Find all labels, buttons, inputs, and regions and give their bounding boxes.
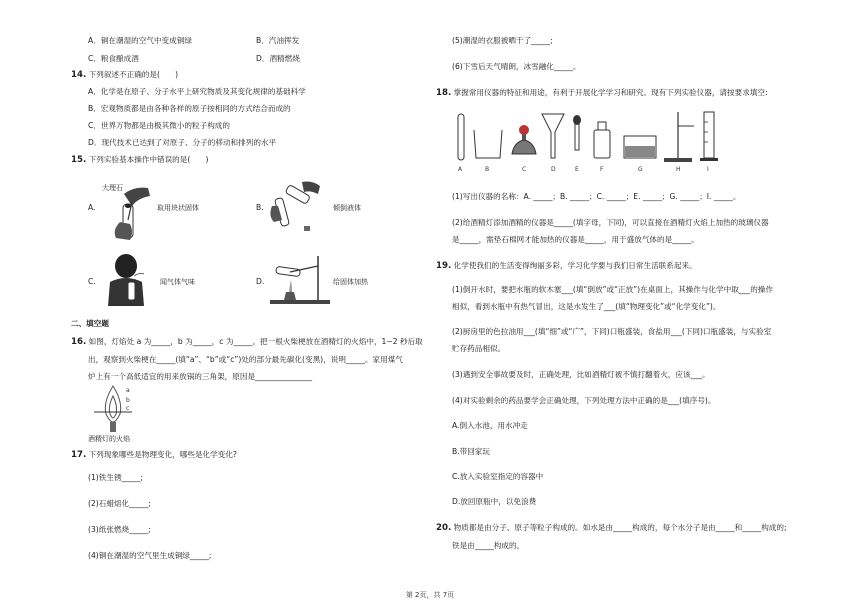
q15-question bbox=[71, 155, 209, 165]
page-footer: 第 2页，共 7页 bbox=[405, 591, 455, 599]
q13-option-d: D．酒精燃烧 bbox=[256, 54, 300, 63]
q15-stem: 下列实验基本操作中错误的是( ) bbox=[88, 155, 209, 164]
q19-number: 19. bbox=[436, 261, 452, 271]
q14-option-d: D．现代技术已达到了对原子、分子的移动和排列的水平 bbox=[88, 138, 277, 147]
instrument-letter: F bbox=[600, 166, 604, 173]
q19-part-1a: (1)倒开水时，要把水瓶的软木塞___(填“倒放”或“正放”)在桌面上，其操作与化学中取___的操作 bbox=[452, 285, 773, 294]
q19-part-3: (3)遇到安全事故要及时，正确处理，比如酒精灯被不慎打翻着火，应该___。 bbox=[452, 370, 710, 379]
instrument-letter: B bbox=[485, 166, 490, 173]
q18-question bbox=[436, 88, 768, 98]
q19-part-1b: 相似，看到水瓶中有热气冒出，这是水发生了___(填“物理变化”或“化学变化”)。 bbox=[452, 302, 721, 311]
label-a: a bbox=[126, 387, 130, 394]
q19-option-b: B.带回家玩 bbox=[452, 447, 490, 456]
q14-option-a: A．化学是在原子、分子水平上研究物质及其变化规律的基础科学 bbox=[88, 87, 306, 96]
q17-item-3: (3)纸张燃烧_____; bbox=[88, 525, 151, 534]
q18-part-2a: (2)给酒精灯添加酒精的仪器是_____(填字母，下同)，可以直接在酒精灯火焰上加热的玻璃仪器 bbox=[452, 218, 769, 227]
instrument-letter: A bbox=[458, 166, 463, 173]
instrument-letter: H bbox=[676, 166, 681, 173]
q17-question bbox=[71, 450, 237, 460]
q16-figure-caption: 酒精灯的火焰 bbox=[88, 435, 130, 443]
q15-a-image-text: 大理石 bbox=[102, 184, 123, 192]
q13-option-b: B．汽油挥发 bbox=[256, 36, 300, 45]
q19-stem: 化学使我们的生活变得绚丽多彩，学习化学要与我们日常生活联系起来。 bbox=[453, 261, 697, 270]
q17-stem: 下列现象哪些是物理变化，哪些是化学变化? bbox=[88, 450, 237, 459]
q19-part-2a: (2)厨房里的色拉油用___(填“细”或“广”，下同)口瓶盛装，食盐用___(下同)口瓶盛装，与实验室 bbox=[452, 327, 772, 336]
q13-option-a: A．铜在潮湿的空气中变成铜绿 bbox=[88, 36, 192, 45]
lab-instruments-figure bbox=[452, 108, 732, 174]
q19-option-a: A.倒入水池，用水冲走 bbox=[452, 421, 528, 430]
q17-item-4: (4)铜在潮湿的空气里生成铜绿_____; bbox=[88, 551, 212, 560]
q16-number: 16. bbox=[71, 337, 87, 347]
instrument-letter: E bbox=[575, 166, 579, 173]
q19-option-d: D.放回原瓶中，以免浪费 bbox=[452, 497, 537, 506]
q15-d-letter: D. bbox=[256, 277, 265, 286]
q19-part-4: (4)对实验剩余的药品要学会正确处理，下列处理方法中正确的是___(填序号)。 bbox=[452, 396, 716, 405]
q15-b-letter: B. bbox=[256, 203, 264, 212]
q16-text-1: 如图，灯焰处 a 为_____，b 为_____，c 为_____。把一根火柴梗放在酒精灯的火焰中，1∼2 秒后取 bbox=[88, 337, 423, 346]
q19-question bbox=[436, 261, 697, 271]
q20-line2: 铁是由_____构成的。 bbox=[452, 541, 525, 550]
instrument-letter: D bbox=[551, 166, 556, 173]
q15-c-letter: C. bbox=[88, 277, 96, 286]
q19-option-c: C.放入实验室指定的容器中 bbox=[452, 472, 544, 481]
q14-question bbox=[71, 70, 178, 80]
smelling-gas-figure bbox=[104, 252, 148, 306]
q14-stem: 下列叙述不正确的是( ) bbox=[88, 70, 179, 79]
q15-number: 15. bbox=[71, 155, 87, 165]
heating-solid-figure bbox=[268, 250, 332, 306]
q17-item-5: (5)潮湿的衣服被晒干了_____; bbox=[452, 36, 553, 45]
alcohol-lamp-flame-figure bbox=[90, 382, 136, 434]
q17-number: 17. bbox=[71, 450, 87, 460]
instrument-letter: I bbox=[707, 166, 709, 173]
q14-number: 14. bbox=[71, 70, 87, 80]
instrument-letter: C bbox=[522, 166, 527, 173]
q15-b-caption: 倾倒液体 bbox=[333, 204, 361, 212]
q17-item-1: (1)铁生锈_____; bbox=[88, 473, 144, 482]
q20-number: 20. bbox=[436, 523, 452, 533]
solid-sample-figure bbox=[104, 176, 154, 242]
q18-part-1: (1)写出仪器的名称：A. _____；B. _____；C. _____；E. _____；G. _____；I. _____。 bbox=[452, 192, 741, 201]
q17-item-2: (2)石蜡熔化_____; bbox=[88, 499, 151, 508]
q14-option-c: C．世界万物都是由极其微小的粒子构成的 bbox=[88, 121, 230, 130]
q13-option-c: C．粮食酿成酒 bbox=[88, 54, 139, 63]
q15-a-letter: A. bbox=[88, 203, 96, 212]
q18-part-2b: 是_____，需垫石棉网才能加热的仪器是_____，用于盛放气体的是_____。 bbox=[452, 235, 699, 244]
q15-a-caption: 取用块状固体 bbox=[157, 204, 199, 212]
section-title: 二、填空题 bbox=[71, 319, 109, 328]
q18-stem: 掌握常用仪器的特征和用途，有利于开展化学学习和研究。现有下列实验仪器，请按要求填空: bbox=[453, 88, 768, 97]
q15-d-caption: 给固体加热 bbox=[333, 278, 368, 286]
pouring-liquid-figure bbox=[268, 176, 328, 236]
label-b: b bbox=[126, 397, 130, 404]
q19-part-2b: 贮存药品相似。 bbox=[452, 344, 506, 353]
q17-item-6: (6)下雪后天气晴朗，冰雪融化_____。 bbox=[452, 62, 581, 71]
instrument-letter: G bbox=[638, 166, 643, 173]
q18-number: 18. bbox=[436, 88, 452, 98]
q14-option-b: B．宏观物质都是由各种各样的原子按相同的方式结合而成的 bbox=[88, 104, 291, 113]
q16-line1 bbox=[71, 337, 423, 347]
label-c: c bbox=[126, 405, 130, 412]
q15-c-caption: 闻气体气味 bbox=[160, 278, 195, 286]
q16-line2: 出，观察到火柴梗在_____(填“a”、“b”或“c”)处的部分最先碳化(变黑)，说明_____。家用煤气 bbox=[88, 355, 403, 364]
q20-line1 bbox=[436, 523, 787, 533]
q20-text-1: 物质都是由分子、原子等粒子构成的。如水是由_____构成的，每个水分子是由_____和_____构成的; bbox=[453, 523, 787, 532]
q16-line3: 炉上有一个高低适宜的用来放锅的三角架，原因是_______________ bbox=[88, 372, 313, 381]
